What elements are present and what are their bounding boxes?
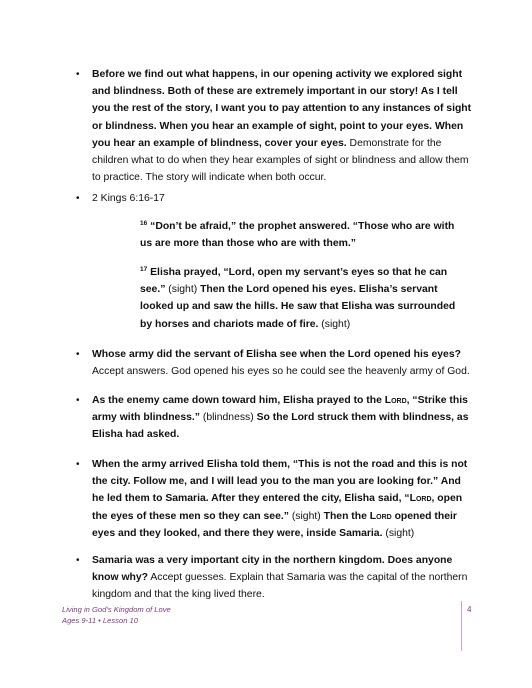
bullet-marker: • [76,395,80,406]
story-text: , “Strike this army with blindness.” [92,395,468,424]
bullet-marker: • [76,69,80,80]
cue-text: (sight) [382,527,415,539]
cue-text: (sight) [318,318,351,330]
verse-text: Then the Lord opened his eyes. Elisha’s servant looked up and saw the hills. He saw that Elisha was surrounded by horses and chariots made of fire. [140,284,456,330]
question-text: Samaria was a very important city in the northern kingdom. Does anyone know why? [92,555,453,584]
story-text: As the enemy came down toward him, Elisha prayed to the L [92,395,392,406]
verse-text: “Don’t be afraid,” the prophet answered. “Those who are with us are more than those who are with them.” [140,221,455,250]
instruction-text: Accept answers. God opened his eyes so he could see the heavenly army of God. [92,366,470,378]
story-text: So the Lord struck them with blindness, as Elisha had asked. [92,412,469,441]
bullet-enemy-blindness [92,392,472,444]
verse-number: 17 [140,266,148,273]
page-number: 4 [467,605,472,614]
story-text: , open the eyes of these men so they can see.” [92,493,463,522]
small-caps-text: ord [415,493,432,505]
bullet-samaria-question [92,552,472,604]
scripture-verse-17 [140,264,460,333]
small-caps-text: ord [391,395,407,406]
footer-course-info [62,605,171,626]
footer-lesson: Ages 9-11 • Lesson 10 [62,615,138,625]
bullet-marker: • [76,193,80,204]
story-text: opened their eyes and they looked, and there they were, inside Samaria. [92,510,457,539]
bullet-whose-army-question [92,346,472,380]
story-text: Then the L [323,510,377,522]
bullet-marker: • [76,349,80,360]
instruction-text: Demonstrate for the children what to do when they hear examples of sight or blindness and allow them to practice. The story will indicate when both occur. [92,137,469,184]
verse-text: Elisha prayed, “Lord, open my servant’s eyes so that he can see.” [140,267,448,296]
footer-title: Living in God’s Kingdom of Love [62,605,171,614]
instruction-text: Accept guesses. Explain that Samaria was the capital of the northern kingdom and that the king lived there. [92,572,468,601]
cue-text: (sight) [165,284,198,296]
bullet-scripture-reference: 2 Kings 6:16-17 [92,193,165,204]
story-text: When the army arrived Elisha told them, “This is not the road and this is not the city. Follow me, and I will lead you to the man you are looking for.” And he led them to Samaria. After they entered the city, Elisha said, “L [92,459,468,505]
cue-text: (blindness) [199,412,257,424]
bullet-army-samaria [92,456,472,542]
cue-text: (sight) [288,510,324,522]
scripture-verse-16 [140,218,460,252]
bullet-marker: • [76,555,80,566]
bullet-marker: • [76,459,80,470]
small-caps-text: ord [376,510,392,522]
bullet-sight-blindness-intro [92,66,472,186]
footer-divider [461,601,462,651]
verse-number: 16 [140,220,148,227]
bold-text: Before we find out what happens, in our opening activity we explored sight and blindness. Both of these are extremely important in our story! As I tell you the rest of the story, I want you to pay attention to any instances of sight or blindness. When you hear an example of sight, point to your eyes. When you hear an example of blindness, cover your eyes. [92,69,472,149]
question-text: Whose army did the servant of Elisha see when the Lord opened his eyes? [92,349,461,360]
